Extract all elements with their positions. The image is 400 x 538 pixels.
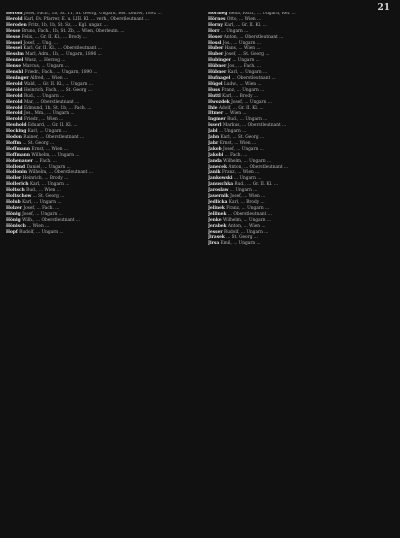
- entry-details: Otto, ... Wien ...: [226, 16, 262, 22]
- entry-surname: Hwozdek: [208, 99, 230, 105]
- entry-details: Rudolf, ... Ungarn ...: [223, 229, 269, 235]
- entry-details: ... Oberstleutnant ...: [231, 75, 276, 81]
- entry-surname: Ihle: [208, 105, 218, 111]
- entry-details: Josef, Fach., 1b, St. 11, St. Georg, Ungarn, Ref. Lehrer, 1892 ...: [23, 12, 162, 16]
- entry-surname: Hense: [6, 64, 22, 70]
- entry-details: Bruno, Fach., 1b, St. Zb, ... Wien, Oberleutn. ...: [21, 28, 125, 34]
- entry-details: Wasz, ... Herzog ...: [24, 58, 66, 64]
- entry-details: ... Ungarn ...: [232, 58, 260, 64]
- entry-surname: Hörnes: [208, 16, 226, 22]
- entry-details: Markus, ... Oberstleutnant ...: [222, 123, 287, 129]
- entry-surname: Hoffmann: [6, 146, 31, 152]
- entry-surname: Herold: [6, 93, 23, 99]
- entry-details: Felix, ... Gr. II. Kl., ... Brody ...: [21, 34, 87, 40]
- entry-details: Karl, ... Brody ...: [228, 200, 265, 205]
- entry-surname: Jakobi: [208, 152, 224, 158]
- entry-surname: Isserl: [208, 123, 222, 129]
- entry-details: Rud., ... Ungarn ...: [227, 117, 268, 123]
- entry-details: Wilh., ... Oberstleutnant ...: [22, 217, 80, 223]
- entry-surname: Jirsa: [208, 241, 220, 247]
- entry-details: Josef, ... Ungarn ...: [223, 146, 264, 152]
- entry-surname: Hoser: [208, 34, 223, 40]
- entry-surname: Henshl: [6, 70, 24, 76]
- entry-details: Franz, ... Ungarn ...: [226, 205, 270, 211]
- entry-details: Daniel, ... Ungarn ...: [26, 164, 71, 170]
- entry-surname: Huber: [208, 52, 224, 58]
- entry-details: Friedr., ... Wien ...: [23, 117, 64, 123]
- entry-details: Ernst, ... Wien ...: [31, 146, 68, 152]
- entry-surname: Hönisch: [6, 223, 26, 229]
- entry-details: ... Fach. ...: [34, 158, 57, 164]
- entry-details: Josef, ... St. Georg ...: [224, 52, 270, 58]
- entry-surname: Herold: [6, 117, 23, 123]
- entry-details: Mar, ... Oberstleutnant ...: [23, 99, 80, 105]
- entry-details: Karl, ... Ungarn ...: [227, 70, 268, 76]
- entry-surname: Jerabek: [208, 223, 227, 229]
- entry-details: ... Ungarn ...: [220, 28, 249, 34]
- entry-details: ... St. Georg ...: [32, 194, 65, 200]
- entry-surname: Hesslm: [6, 52, 24, 58]
- entry-surname: Herold: [6, 81, 23, 87]
- entry-surname: Horaleg: [208, 12, 228, 16]
- entry-surname: Hönig: [6, 211, 21, 217]
- entry-surname: Hollend: [6, 164, 26, 170]
- entry-details: Edmund, 1b, St. 1b, ... Fach. ...: [23, 105, 92, 111]
- entry-surname: Hoffmann: [6, 152, 31, 158]
- entry-details: Josef, ... Fach. ...: [23, 205, 60, 211]
- entry-details: ... Ungarn ...: [229, 188, 258, 194]
- entry-surname: Holub: [6, 200, 21, 205]
- entry-details: Wilhelm, ... Ungarn ...: [222, 217, 272, 223]
- entry-surname: Hollonin: [6, 170, 27, 176]
- entry-details: Fritz, 1b, 1b, St. Sz, ... Kgl. ungar. ...: [28, 22, 108, 28]
- entry-details: Josef, ... Wien ...: [230, 194, 266, 200]
- entry-details: ... Oberstleutnant ...: [227, 211, 272, 217]
- entry-details: ... Wien ...: [224, 111, 247, 117]
- entry-details: Wald, ... Gr. II. Kl., ... Ungarn ...: [23, 81, 93, 87]
- entry-surname: Janecek: [208, 164, 228, 170]
- entry-details: Franz, ... Wien ...: [221, 170, 260, 176]
- entry-surname: Jakob: [208, 146, 222, 152]
- directory-entry: [6, 231, 190, 236]
- entry-details: Heinrich, Fach., ... St. Georg ...: [23, 87, 92, 93]
- entry-details: Anton, ... Oberstleutnant ...: [228, 164, 289, 170]
- entry-details: ... St. Georg ...: [22, 140, 55, 146]
- entry-details: Josef, ... Ung. ...: [23, 40, 59, 46]
- entry-surname: Jenke: [208, 217, 222, 223]
- entry-surname: Jankowski: [208, 176, 233, 182]
- entry-surname: Hübner: [208, 64, 227, 70]
- entry-details: ... Ungarn ...: [218, 129, 247, 135]
- entry-surname: Herold: [6, 105, 23, 111]
- entry-surname: Heuhold: [6, 123, 27, 129]
- entry-surname: Janik: [208, 170, 221, 176]
- entry-details: Karl, ... St. Georg ...: [220, 135, 265, 141]
- entry-surname: Holzer: [6, 205, 22, 211]
- entry-details: Rainer, ... Oberstleutnant ...: [23, 135, 85, 141]
- entry-surname: Ingmer: [208, 117, 226, 123]
- entry-details: Karl, Gr. II. Kl., ... Oberstleutnant ...: [23, 46, 102, 52]
- entry-details: Marl, Adm., 1b, ... Ungarn, 1896 ...: [25, 52, 102, 58]
- entry-details: Franz, ... Ungarn ...: [221, 87, 265, 93]
- entry-details: Ernst, ... Wien ...: [219, 140, 257, 146]
- entry-details: ... St. Georg ...: [226, 235, 258, 241]
- entry-surname: Herold: [6, 87, 23, 93]
- entry-details: ... Fach. ...: [224, 152, 248, 158]
- entry-details: Friedr., Fach., ... Ungarn, 1890 ...: [24, 70, 98, 76]
- entry-details: Heinrich, ... Brody ...: [22, 176, 69, 182]
- entry-details: Rud., ... Ungarn ...: [23, 93, 65, 99]
- entry-details: Rudolf, ... Ungarn ...: [19, 229, 64, 235]
- entry-details: ... Wien ...: [27, 223, 50, 229]
- entry-surname: Iltmer: [208, 111, 224, 117]
- entry-surname: Jirasek: [208, 235, 225, 241]
- entry-surname: Hügel: [208, 81, 223, 87]
- entry-surname: Holtschow: [6, 194, 32, 200]
- entry-details: Adolf, ... Gr. II. Kl. ...: [218, 105, 264, 111]
- entry-details: Jos., Mm., ... Ungarn ...: [23, 111, 75, 117]
- entry-surname: Hufnagel: [208, 75, 231, 81]
- entry-surname: Horny: [208, 22, 223, 28]
- entry-surname: Jellinek: [208, 211, 227, 217]
- entry-surname: Holler: [6, 176, 22, 182]
- entry-surname: Hohenauer: [6, 158, 33, 164]
- entry-details: Karl, ... Ungarn ...: [29, 182, 70, 188]
- entry-details: Marcus, ... Ungarn ...: [22, 64, 70, 70]
- directory-entry: [208, 242, 392, 247]
- entry-details: Rud., ... Wien ...: [26, 188, 61, 194]
- entry-details: Wilhelm, ... Ungarn ...: [223, 158, 272, 164]
- entry-surname: Herold: [6, 111, 23, 117]
- entry-surname: Janda: [208, 158, 222, 164]
- entry-details: Karl, ... Brody ...: [222, 93, 259, 99]
- entry-surname: Hollerich: [6, 182, 29, 188]
- entry-details: Eduard, ... Gr. II. Kl. ...: [27, 123, 78, 129]
- entry-surname: Januschka: [208, 182, 233, 188]
- entry-details: Jos., ... Ungarn ...: [222, 40, 261, 46]
- entry-details: Emil, ... Ungarn ...: [220, 241, 261, 247]
- entry-surname: Jahn: [208, 135, 220, 141]
- right-column: [208, 12, 392, 532]
- page-number: 21: [377, 3, 390, 13]
- entry-details: Anton, ... Wien ...: [227, 223, 266, 229]
- entry-details: Hans, ... Wien ...: [224, 46, 261, 52]
- entry-details: Bena, Fach., ... Ungarn, Ref. ...: [228, 12, 296, 16]
- entry-surname: Huber: [208, 46, 224, 52]
- entry-surname: Jedlicka: [208, 200, 228, 205]
- entry-details: Ludw., ... Wien ...: [223, 81, 262, 87]
- entry-surname: Hossl: [208, 40, 222, 46]
- entry-details: Karl, ... Ungarn ...: [22, 200, 62, 205]
- left-column: [6, 12, 190, 532]
- entry-details: Wilhelm, ... Oberstleutnant ...: [28, 170, 93, 176]
- entry-details: Karl, ... Ungarn ...: [27, 129, 68, 135]
- entry-surname: Hönig: [6, 217, 21, 223]
- entry-surname: Hessel: [6, 40, 22, 46]
- entry-surname: Heninger: [6, 75, 29, 81]
- entry-surname: Holtsch: [6, 188, 25, 194]
- entry-surname: Jauernik: [208, 194, 229, 200]
- entry-surname: Hoffm: [6, 140, 21, 146]
- entry-surname: Hubinger: [208, 58, 231, 64]
- entry-surname: Hocking: [6, 129, 27, 135]
- entry-surname: Hopf: [6, 229, 18, 235]
- entry-surname: Huss: [208, 87, 221, 93]
- entry-details: Rud., ... Gr. II. Kl. ...: [234, 182, 278, 188]
- entry-surname: Hesse: [6, 34, 21, 40]
- entry-surname: Herold: [6, 16, 23, 22]
- entry-surname: Jaroslaw: [208, 188, 229, 194]
- entry-details: Jos., ... Fach. ...: [227, 64, 262, 70]
- entry-surname: Hessel: [6, 46, 22, 52]
- entry-surname: Jelinek: [208, 205, 225, 211]
- entry-surname: Hodon: [6, 135, 22, 141]
- entry-surname: Jahr: [208, 140, 219, 146]
- entry-surname: Herold: [6, 99, 23, 105]
- entry-details: ... Ungarn ...: [233, 176, 262, 182]
- entry-details: Karl, ... Gr. II. Kl. ...: [224, 22, 267, 28]
- entry-details: Josef, ... Ungarn ...: [231, 99, 272, 105]
- entry-surname: Huttl: [208, 93, 221, 99]
- entry-surname: Hennel: [6, 58, 24, 64]
- entry-surname: Jesser: [208, 229, 223, 235]
- entry-details: Anton, ... Oberstleutnant ...: [223, 34, 284, 40]
- entry-surname: Jabl: [208, 129, 218, 135]
- entry-surname: Heroden: [6, 22, 27, 28]
- entry-surname: Hesse: [6, 28, 21, 34]
- entry-details: Josef, ... Ungarn ...: [22, 211, 63, 217]
- entry-details: Wilhelm, ... Ungarn ...: [31, 152, 80, 158]
- entry-details: Karl, Ev. Pfarrer, E. u. LIII. Kl. ... verh., Oberstleutnant ...: [23, 16, 149, 22]
- entry-details: Alfred, ... Wien ...: [30, 75, 69, 81]
- entry-surname: Hübner: [208, 70, 227, 76]
- entry-surname: Horr: [208, 28, 220, 34]
- entry-surname: Herold: [6, 12, 23, 16]
